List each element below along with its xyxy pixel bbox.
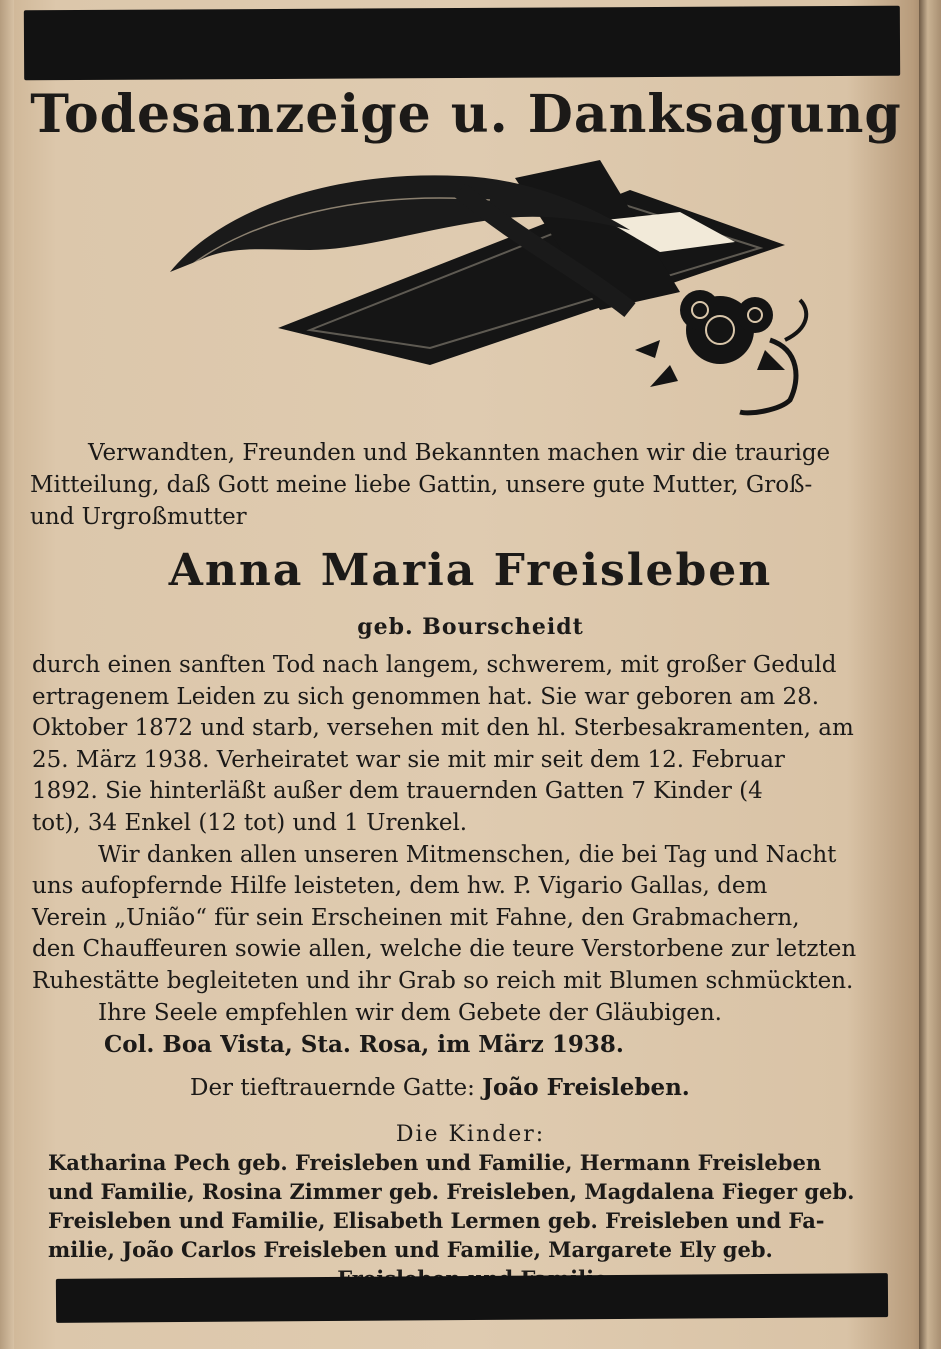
body-line: uns aufopfernde Hilfe leisteten, dem hw. P. Vigario Gallas, dem [32, 873, 768, 900]
top-border-bar [24, 6, 900, 81]
place-date: Col. Boa Vista, Sta. Rosa, im März 1938. [104, 1031, 624, 1058]
body-line: Ruhestätte begleiteten und ihr Grab so reich mit Blumen schmückten. [32, 967, 854, 994]
children-line: Freisleben und Familie, Elisabeth Lermen geb. Freisleben und Fa- [48, 1208, 825, 1233]
body-line: ertragenem Leiden zu sich genommen hat. Sie war geboren am 28. [32, 683, 820, 710]
intro-line: und Urgroßmutter [30, 504, 247, 530]
intro-line: Mitteilung, daß Gott meine liebe Gattin, unsere gute Mutter, Groß- [30, 472, 813, 498]
children-line: Katharina Pech geb. Freisleben und Familie, Hermann Freisleben [48, 1150, 822, 1175]
children-line: milie, João Carlos Freisleben und Familie, Margarete Ely geb. [48, 1237, 773, 1262]
children-list [48, 1148, 904, 1293]
body-line: durch einen sanften Tod nach langem, schwerem, mit großer Geduld [32, 652, 837, 678]
body-line: den Chauffeuren sowie allen, welche die teure Verstorbene zur letzten [32, 936, 857, 963]
body-line: Verein „União“ für sein Erscheinen mit Fahne, den Grabmachern, [32, 904, 800, 931]
body-line: Wir danken allen unseren Mitmenschen, die bei Tag und Nacht [98, 841, 837, 868]
deceased-name: Anna Maria Freisleben [168, 545, 773, 596]
body-line: 25. März 1938. Verheiratet war sie mit mir seit dem 12. Februar [32, 746, 785, 773]
bottom-border-bar [56, 1273, 888, 1323]
spouse-name: João Freisleben. [482, 1074, 690, 1101]
body-line: Oktober 1872 und starb, versehen mit den hl. Sterbesakramenten, am [32, 715, 854, 742]
children-line: und Familie, Rosina Zimmer geb. Freisleben, Magdalena Fieger geb. [48, 1179, 855, 1204]
spouse-signature [190, 1073, 690, 1103]
cross-palm-emblem [160, 150, 810, 430]
birth-name: geb. Bourscheidt [357, 614, 584, 640]
body-line: 1892. Sie hinterläßt außer dem trauernden Gatten 7 Kinder (4 [32, 778, 763, 805]
notice-title: Todesanzeige u. Danksagung [30, 84, 902, 145]
intro-line: Verwandten, Freunden und Bekannten machen wir die traurige [88, 440, 831, 466]
children-heading: Die Kinder: [395, 1122, 546, 1147]
notice-body [32, 650, 912, 1029]
body-line: tot), 34 Enkel (12 tot) und 1 Urenkel. [32, 809, 468, 836]
rose-bouquet [635, 290, 806, 413]
spouse-label: Der tieftrauernde Gatte: [190, 1075, 475, 1101]
body-line: Ihre Seele empfehlen wir dem Gebete der Gläubigen. [98, 999, 722, 1026]
